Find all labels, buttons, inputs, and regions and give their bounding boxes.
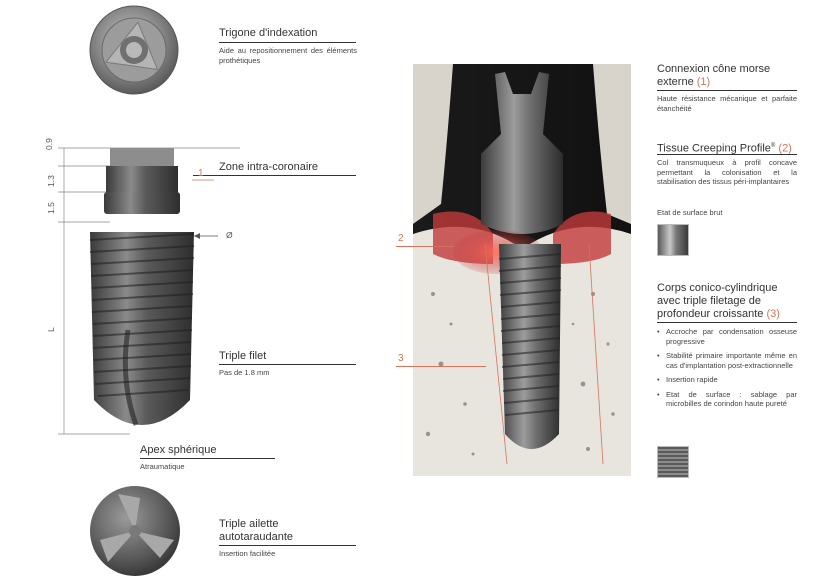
implant-in-situ-render [413,64,631,476]
corps-title-3-text: profondeur croissante [657,308,764,320]
corps-number: (3) [766,308,780,320]
connexion-title-2 [657,76,710,89]
zone-number: 1 [198,168,204,179]
apex-desc: Atraumatique [140,462,185,471]
ailette-desc: Insertion facilitée [219,549,276,558]
corps-title-1: Corps conico-cylindrique [657,282,778,294]
corps-bullet-list [657,327,797,414]
tissue-rule [657,154,797,155]
tissue-number: (2) [778,142,792,155]
apex-rule [140,458,275,459]
surface-sablage-swatch [657,446,689,478]
corps-title-3 [657,308,780,321]
triple-filet-rule [219,364,356,365]
corps-title-2: avec triple filetage de [657,295,761,307]
triple-filet-title: Triple filet [219,350,267,362]
dim-length: L [46,327,56,332]
zone-rule [193,175,356,176]
callout-2-number: 2 [398,233,404,244]
callout-3-number: 3 [398,353,404,364]
callout-3-line [396,366,486,367]
triple-filet-desc: Pas de 1.8 mm [219,368,270,377]
top-view-illustration [88,4,180,96]
surface-brut-swatch [657,224,689,256]
tissue-title-text: Tissue Creeping Profile [657,142,771,155]
tissue-reg: ® [770,143,776,149]
zone-title: Zone intra-coronaire [219,161,319,173]
side-view-illustration [40,140,240,440]
connexion-title-1: Connexion cône morse [657,63,771,75]
corps-rule [657,322,797,323]
trigone-rule [219,42,356,43]
dim-1-5: 1.5 [46,202,56,214]
bottom-view-illustration [88,484,182,578]
dim-1-3: 1.3 [46,175,56,187]
trigone-desc: Aide au repositionnement des éléments prothétiques [219,46,357,65]
callout-2-line [396,246,454,247]
list-item: • Insertion rapide [657,375,797,385]
ailette-title-2: autotaraudante [219,531,294,543]
ailette-rule [219,545,356,546]
tissue-desc: Col transmuqueux à profil concave permettant la colonisation et la stabilisation des tissus péri-implantaires [657,158,797,186]
apex-title: Apex sphérique [140,444,217,456]
list-item: • Etat de surface : sablage par microbilles de corindon haute pureté [657,390,797,409]
connexion-number: (1) [696,76,711,88]
trigone-title: Trigone d'indexation [219,27,318,39]
ailette-title-1: Triple ailette [219,518,279,530]
dim-0-9: 0.9 [44,138,54,150]
dim-diameter: Ø [226,230,233,240]
connexion-rule [657,90,797,91]
connexion-title-2-text: externe [657,76,694,88]
tissue-surface-label: Etat de surface brut [657,208,723,217]
connexion-desc: Haute résistance mécanique et parfaite étanchéité [657,94,797,113]
list-item: • Accroche par condensation osseuse progressive [657,327,797,346]
list-item: • Stabilité primaire importante même en cas d'implantation post-extractionnelle [657,351,797,370]
